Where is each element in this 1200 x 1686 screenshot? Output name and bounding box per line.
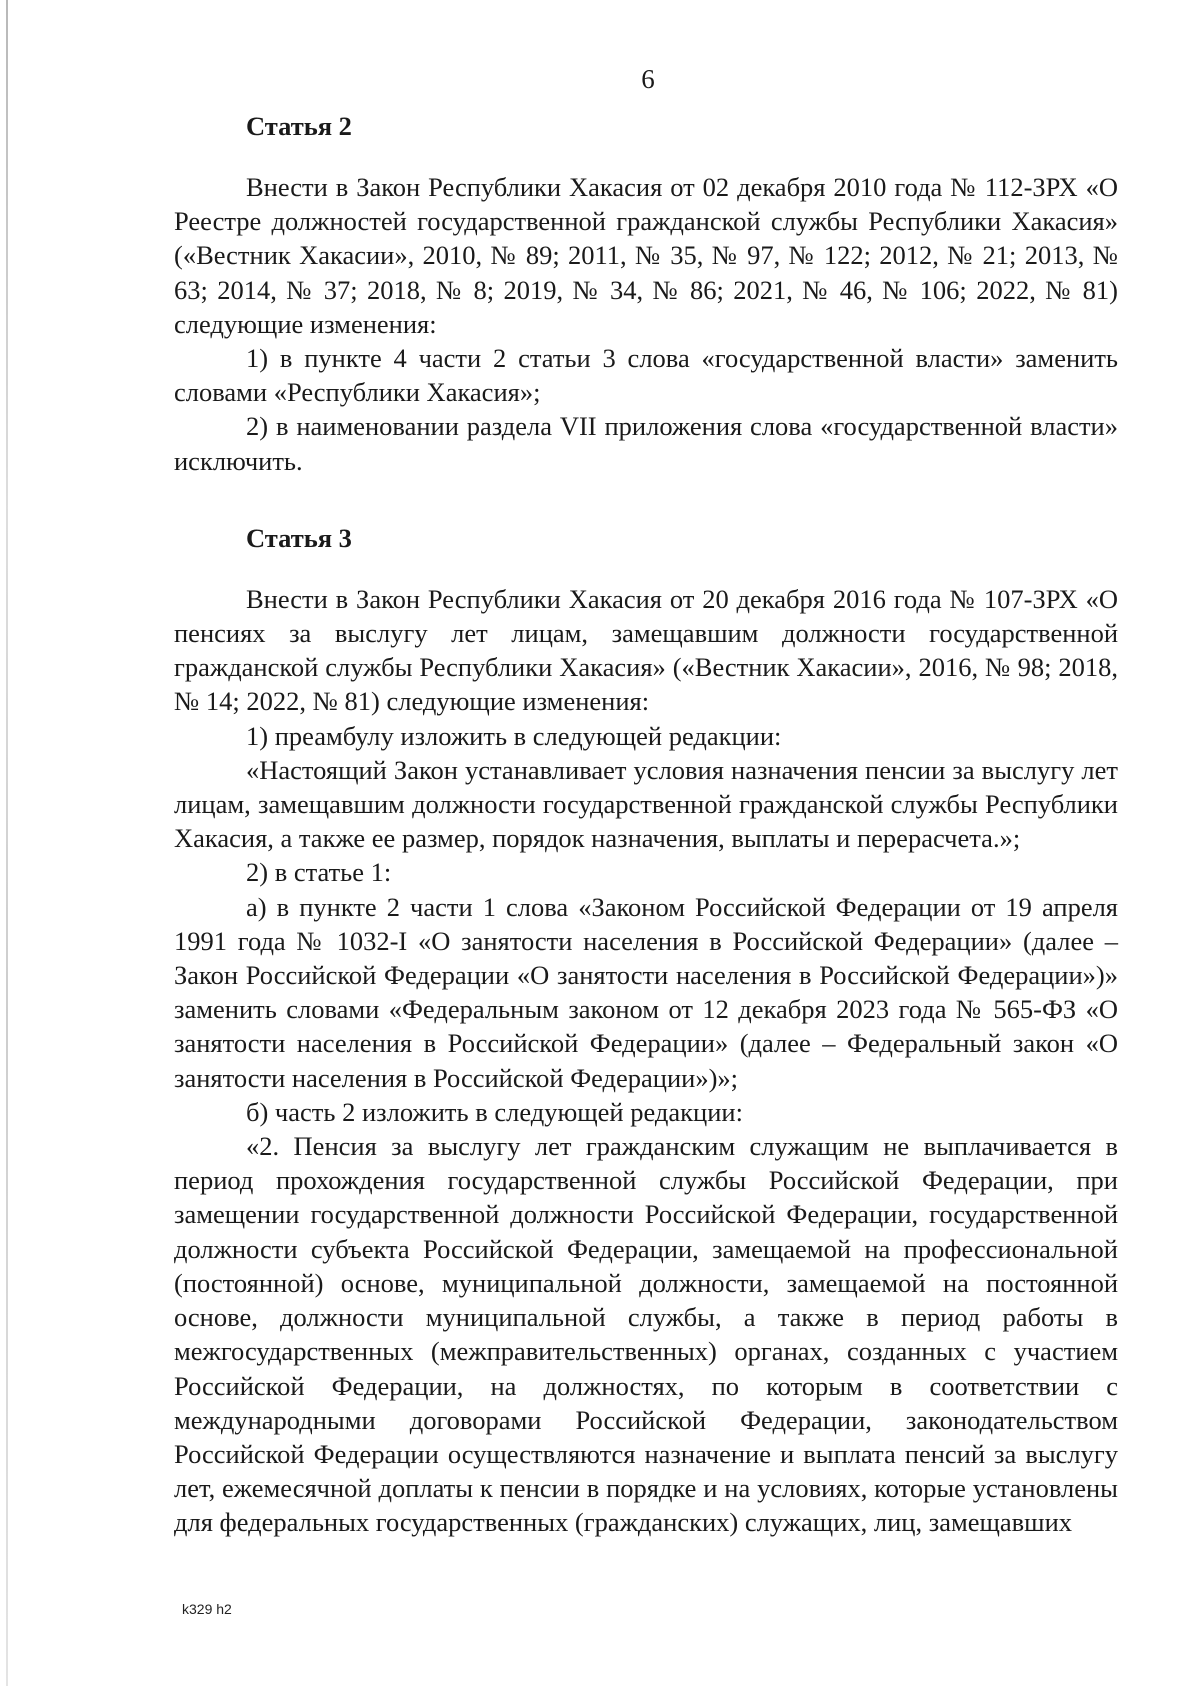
article-2-paragraph-intro: Внести в Закон Республики Хакасия от 02 декабря 2010 года № 112-ЗРХ «О Реестре должностей государственной гражданской службы Республики Хакасия» («Вестник Хакасии», 2010, № 89; 2011, № 35, № 97, № 122; 2012, № 21; 2013, № 63; 2014, № 37; 2018, № 8; 2019, № 34, № 86; 2021, № 46, № 106; 2022, № 81) следующие изменения: [174, 172, 1118, 339]
scan-edge-shadow [6, 0, 8, 1686]
article-3-title: Статья 3 [246, 522, 352, 553]
article-3-paragraph-item-1: 1) преамбулу изложить в следующей редакции: [246, 720, 782, 751]
article-3-paragraph-part-2-text: «2. Пенсия за выслугу лет гражданским служащим не выплачивается в период прохождения государственной службы Российской Федерации, при замещении государственной должности Российской Федерации, государственной должности субъекта Российской Федерации, замещаемой на профессиональной (постоянной) основе, муниципальной должности, замещаемой на постоянной основе, должности муниципальной службы, а также в период работы в межгосударственных (межправительственных) органах, созданных с участием Российской Федерации, на должностях, по которым в соответствии с международными договорами Российской Федерации, законодательством Российской Федерации осуществляются назначение и выплата пенсий за выслугу лет, ежемесячной доплаты к пенсии в порядке и на условиях, которые установлены для федеральных государственных (гражданских) служащих, лиц, замещавших [174, 1131, 1118, 1538]
article-2-paragraph-item-2: 2) в наименовании раздела VII приложения слова «государственной власти» исключить. [174, 411, 1118, 476]
footer-document-code: k329 h2 [182, 1601, 232, 1617]
article-3-paragraph-intro: Внести в Закон Республики Хакасия от 20 декабря 2016 года № 107-ЗРХ «О пенсиях за выслугу лет лицам, замещавшим должности государственной гражданской службы Республики Хакасия» («Вестник Хакасии», 2016, № 98; 2018, № 14; 2022, № 81) следующие изменения: [174, 583, 1118, 717]
article-3-paragraph-preamble-text: «Настоящий Закон устанавливает условия назначения пенсии за выслугу лет лицам, замещавшим должности государственной гражданской службы Республики Хакасия, а также ее размер, порядок назначения, выплаты и перерасчета.»; [174, 754, 1118, 854]
article-2-paragraph-item-1: 1) в пункте 4 части 2 статьи 3 слова «государственной власти» заменить словами «Республики Хакасия»; [174, 343, 1118, 408]
page-number: 6 [641, 64, 655, 94]
article-3-paragraph-subitem-b: б) часть 2 изложить в следующей редакции: [246, 1096, 743, 1127]
article-3-paragraph-item-2: 2) в статье 1: [246, 857, 392, 888]
document-body [174, 106, 1118, 1540]
article-2-title: Статья 2 [246, 111, 352, 141]
article-3-paragraph-subitem-a: а) в пункте 2 части 1 слова «Законом Российской Федерации от 19 апреля 1991 года № 1032-I «О занятости населения в Российской Федерации» (далее – Закон Российской Федерации «О занятости населения в Российской Федерации»)» заменить словами «Федеральным законом от 12 декабря 2023 года № 565-ФЗ «О занятости населения в Российской Федерации» (далее – Федеральный закон «О занятости населения в Российской Федерации»)»; [174, 891, 1118, 1093]
